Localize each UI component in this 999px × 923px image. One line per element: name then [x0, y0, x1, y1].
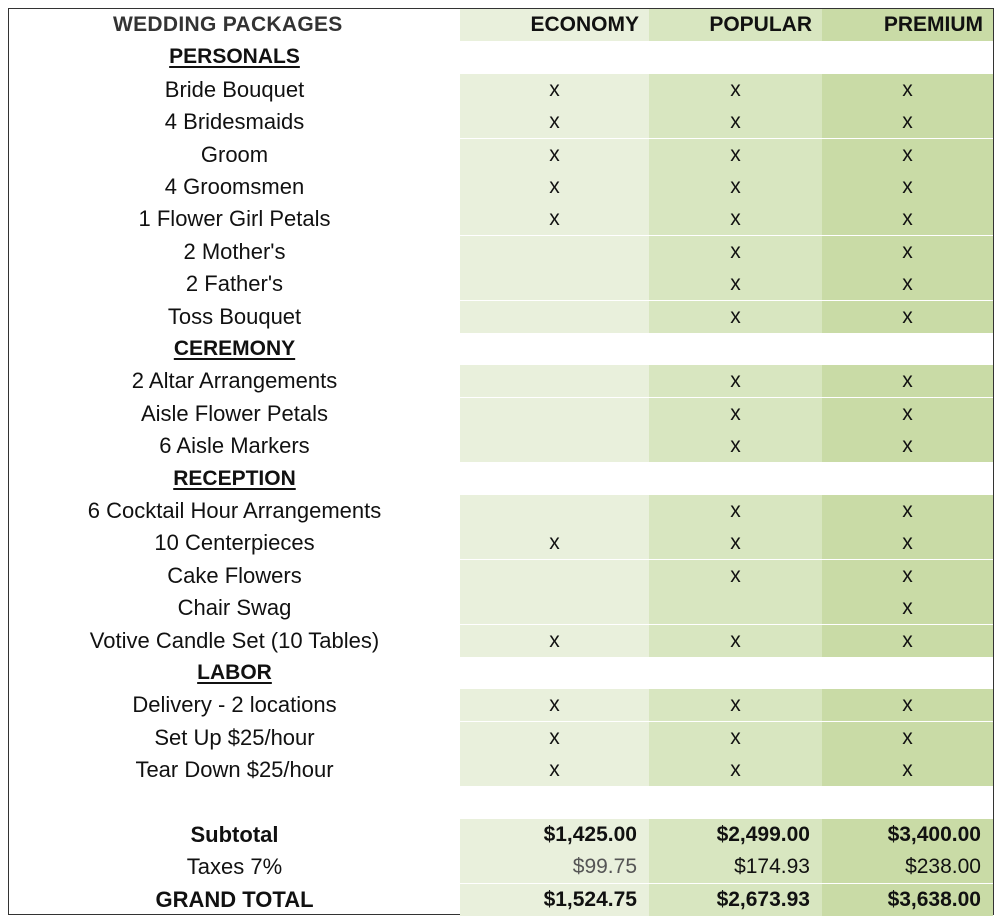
included-mark-popular: x	[649, 203, 822, 235]
included-mark-popular: x	[649, 301, 822, 333]
included-mark-economy: x	[460, 139, 649, 171]
spacer-cell	[460, 787, 649, 819]
item-label: 4 Groomsmen	[164, 174, 305, 199]
spacer-row	[9, 787, 993, 819]
table-row	[9, 430, 993, 462]
header-row	[9, 9, 993, 41]
included-mark-popular: x	[649, 527, 822, 559]
included-mark-popular: x	[649, 74, 822, 106]
included-mark-premium: x	[822, 171, 993, 203]
included-mark-economy: x	[460, 689, 649, 721]
section-title-reception: RECEPTION	[173, 466, 296, 490]
table-row	[9, 560, 993, 592]
included-mark-premium: x	[822, 754, 993, 786]
section-header-row	[9, 333, 993, 365]
item-label: 4 Bridesmaids	[164, 109, 305, 135]
packages-sheet	[8, 8, 994, 915]
included-mark-economy: x	[460, 171, 649, 203]
included-mark-popular: x	[649, 689, 822, 721]
included-mark-economy: x	[460, 722, 649, 754]
total-row	[9, 851, 993, 883]
included-mark-popular: x	[649, 171, 822, 203]
included-mark-premium: x	[822, 495, 993, 527]
included-mark-economy: x	[460, 106, 649, 138]
section-header-row	[9, 657, 993, 689]
table-row	[9, 754, 993, 786]
included-mark-popular: x	[649, 398, 822, 430]
item-label: 2 Mother's	[183, 238, 286, 264]
included-mark-popular: x	[649, 268, 822, 300]
total-value-economy: $1,524.75	[460, 884, 649, 916]
included-mark-popular: x	[649, 430, 822, 462]
table-row	[9, 106, 993, 138]
item-label: 2 Father's	[185, 271, 284, 297]
item-label: Tear Down $25/hour	[135, 757, 334, 783]
table-row	[9, 236, 993, 268]
included-mark-premium: x	[822, 430, 993, 462]
included-mark-popular: x	[649, 560, 822, 592]
item-label: 10 Centerpieces	[154, 530, 315, 556]
column-header-popular: POPULAR	[649, 9, 822, 41]
included-mark-popular: x	[649, 106, 822, 138]
total-value-economy: $1,425.00	[460, 819, 649, 851]
table-row	[9, 268, 993, 300]
column-header-economy: ECONOMY	[460, 9, 649, 41]
total-label: GRAND TOTAL	[155, 886, 314, 912]
table-row	[9, 527, 993, 559]
included-mark-premium: x	[822, 625, 993, 657]
item-label: Toss Bouquet	[167, 303, 302, 329]
included-mark-premium: x	[822, 139, 993, 171]
included-mark-premium: x	[822, 268, 993, 300]
included-mark-premium: x	[822, 689, 993, 721]
total-label: Taxes 7%	[186, 854, 283, 880]
included-mark-popular: x	[649, 236, 822, 268]
item-label: Bride Bouquet	[164, 76, 305, 102]
table-row	[9, 592, 993, 624]
item-label: Delivery - 2 locations	[132, 692, 337, 718]
included-mark-economy: x	[460, 625, 649, 657]
total-value-popular: $174.93	[649, 851, 822, 883]
included-mark-premium: x	[822, 365, 993, 397]
spacer-cell	[649, 787, 822, 819]
total-row	[9, 884, 993, 916]
included-mark-economy: x	[460, 203, 649, 235]
total-value-premium: $238.00	[822, 851, 993, 883]
included-mark-premium: x	[822, 74, 993, 106]
included-mark-popular: x	[649, 495, 822, 527]
item-label: Chair Swag	[177, 595, 292, 621]
item-label: Cake Flowers	[167, 562, 302, 588]
included-mark-premium: x	[822, 106, 993, 138]
item-label: 6 Cocktail Hour Arrangements	[87, 498, 382, 523]
included-mark-economy	[460, 268, 649, 300]
section-title-labor: LABOR	[197, 661, 272, 684]
table-row	[9, 74, 993, 106]
included-mark-premium: x	[822, 301, 993, 333]
included-mark-premium: x	[822, 203, 993, 235]
included-mark-popular: x	[649, 139, 822, 171]
included-mark-economy	[460, 365, 649, 397]
included-mark-economy	[460, 430, 649, 462]
section-title-personals: PERSONALS	[169, 45, 300, 69]
total-label: Subtotal	[190, 822, 279, 847]
total-value-popular: $2,499.00	[649, 819, 822, 851]
section-header-row	[9, 41, 993, 73]
included-mark-premium: x	[822, 560, 993, 592]
included-mark-popular: x	[649, 625, 822, 657]
included-mark-economy	[460, 301, 649, 333]
total-value-economy: $99.75	[460, 851, 649, 883]
column-header-premium: PREMIUM	[822, 9, 993, 41]
included-mark-popular: x	[649, 722, 822, 754]
included-mark-premium: x	[822, 722, 993, 754]
total-value-premium: $3,400.00	[822, 819, 993, 851]
table-row	[9, 365, 993, 397]
total-value-premium: $3,638.00	[822, 884, 993, 916]
item-label: 6 Aisle Markers	[159, 433, 310, 459]
table-row	[9, 722, 993, 754]
included-mark-economy: x	[460, 527, 649, 559]
included-mark-economy	[460, 398, 649, 430]
table-row	[9, 139, 993, 171]
item-label: 1 Flower Girl Petals	[138, 206, 331, 232]
included-mark-premium: x	[822, 398, 993, 430]
included-mark-popular: x	[649, 754, 822, 786]
included-mark-economy	[460, 560, 649, 592]
included-mark-premium: x	[822, 592, 993, 624]
table-row	[9, 301, 993, 333]
table-row	[9, 203, 993, 235]
table-row	[9, 625, 993, 657]
table-row	[9, 398, 993, 430]
spacer-cell	[822, 787, 993, 819]
total-row	[9, 819, 993, 851]
included-mark-economy: x	[460, 74, 649, 106]
included-mark-popular	[649, 592, 822, 624]
section-title-ceremony: CEREMONY	[173, 337, 296, 360]
item-label: Groom	[200, 141, 269, 167]
item-label: Aisle Flower Petals	[140, 400, 329, 426]
table-row	[9, 171, 993, 203]
item-label: Votive Candle Set (10 Tables)	[89, 627, 380, 653]
included-mark-economy	[460, 236, 649, 268]
page-title: WEDDING PACKAGES	[113, 13, 343, 36]
included-mark-economy	[460, 495, 649, 527]
item-label: Set Up $25/hour	[154, 724, 315, 750]
table-row	[9, 689, 993, 721]
section-header-row	[9, 463, 993, 495]
table-row	[9, 495, 993, 527]
included-mark-economy: x	[460, 754, 649, 786]
total-value-popular: $2,673.93	[649, 884, 822, 916]
included-mark-premium: x	[822, 527, 993, 559]
included-mark-popular: x	[649, 365, 822, 397]
included-mark-premium: x	[822, 236, 993, 268]
item-label: 2 Altar Arrangements	[131, 368, 338, 394]
included-mark-economy	[460, 592, 649, 624]
